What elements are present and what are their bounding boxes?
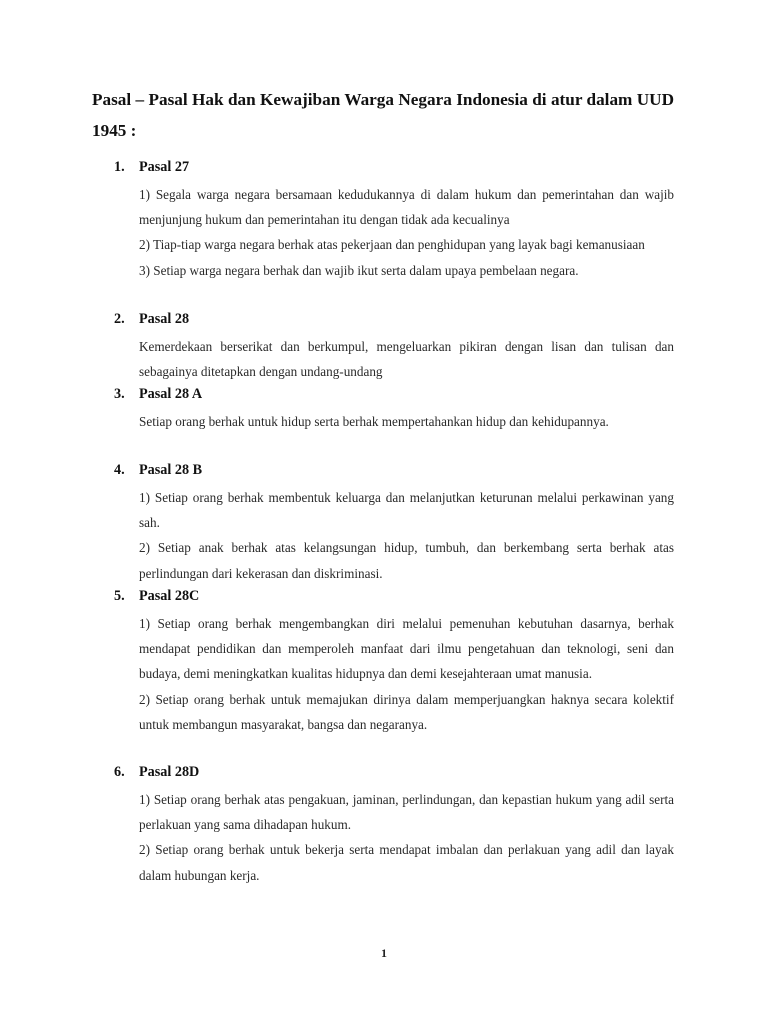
article-paragraph: 2) Setiap orang berhak untuk bekerja serta mendapat imbalan dan perlakuan yang adil dan layak dalam hubungan kerja. <box>139 842 674 883</box>
document-title: Pasal – Pasal Hak dan Kewajiban Warga Negara Indonesia di atur dalam UUD 1945 : <box>92 90 674 140</box>
article-number: 3. <box>114 386 125 402</box>
article-paragraph: 2) Setiap orang berhak untuk memajukan dirinya dalam memperjuangkan haknya secara kolektif untuk membangun masyarakat, bangsa dan negaranya. <box>139 691 674 732</box>
article-body <box>139 182 674 283</box>
article-paragraph: 1) Setiap orang berhak membentuk keluarga dan melanjutkan keturunan melalui perkawinan yang sah. <box>139 490 674 531</box>
article-number: 5. <box>114 588 125 604</box>
article-heading: Pasal 28D <box>139 764 200 780</box>
article-number: 1. <box>114 159 125 175</box>
article-heading: Pasal 28C <box>139 588 200 604</box>
article-number: 6. <box>114 764 125 780</box>
article-paragraph: 1) Setiap orang berhak mengembangkan diri melalui pemenuhan kebutuhan dasarnya, berhak mendapat pendidikan dan memperoleh manfaat dari ilmu pengetahuan dan teknologi, seni dan budaya, demi meningkatkan kualitas hidupnya dan demi kesejahteraan umat manusia. <box>139 616 674 682</box>
article-heading: Pasal 28 B <box>139 462 203 478</box>
article-body <box>139 787 674 888</box>
article-paragraph: 2) Setiap anak berhak atas kelangsungan hidup, tumbuh, dan berkembang serta berhak atas perlindungan dari kekerasan dan diskriminasi. <box>139 540 674 581</box>
article-body <box>139 611 674 737</box>
article-heading: Pasal 27 <box>139 159 190 175</box>
article-paragraph: 1) Segala warga negara bersamaan kedudukannya di dalam hukum dan pemerintahan dan wajib menjunjung hukum dan pemerintahan itu dengan tidak ada kecualinya <box>139 187 674 228</box>
article-paragraph: Kemerdekaan berserikat dan berkumpul, mengeluarkan pikiran dengan lisan dan tulisan dan sebagainya ditetapkan dengan undang-undang <box>139 339 674 380</box>
article-paragraph: 2) Tiap-tiap warga negara berhak atas pekerjaan dan penghidupan yang layak bagi kemanusiaan <box>139 237 645 253</box>
article-heading: Pasal 28 A <box>139 386 203 402</box>
article-number: 4. <box>114 462 125 478</box>
article-body <box>139 485 674 586</box>
article-paragraph: 3) Setiap warga negara berhak dan wajib ikut serta dalam upaya pembelaan negara. <box>139 262 579 278</box>
page-number: 1 <box>381 946 387 960</box>
article-body <box>139 334 674 384</box>
article-paragraph: 1) Setiap orang berhak atas pengakuan, jaminan, perlindungan, dan kepastian hukum yang adil serta perlakuan yang sama dihadapan hukum. <box>139 792 674 833</box>
article-heading: Pasal 28 <box>139 311 190 327</box>
article-paragraph: Setiap orang berhak untuk hidup serta berhak mempertahankan hidup dan kehidupannya. <box>139 414 609 429</box>
article-number: 2. <box>114 311 125 327</box>
article-body <box>139 409 674 434</box>
